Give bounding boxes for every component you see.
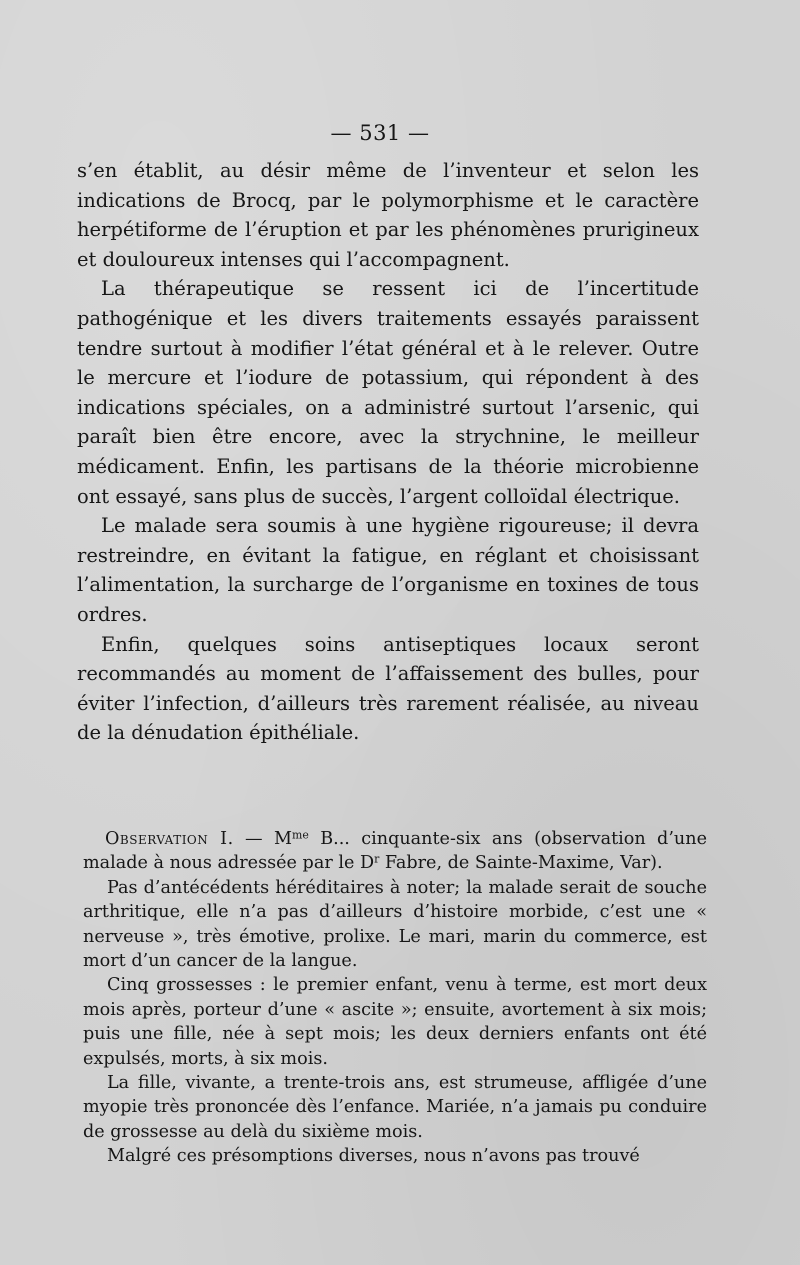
paragraph-continuation: s’en établit, au désir même de l’inventeur et selon les indications de Brocq, par le polymorphisme et le caractère herpétiforme de l’éruption et par les phénomènes prurigineux et douloureux intenses qui l’accompagnent. <box>77 159 699 271</box>
doctor-superscript: r <box>374 852 380 866</box>
observation-heading: Observation I. <box>105 829 234 849</box>
observation-block <box>83 827 707 1169</box>
observation-dash: — <box>233 829 275 849</box>
observation-intro-text: B... cinquante-six ans (observation d’une malade à nous adressée par le D <box>83 829 707 874</box>
observation-paragraph-heredity: Pas d’antécédents héréditaires à noter; la malade serait de souche arthritique, elle n’a pas d’ailleurs d’histoire morbide, c’est une « nerveuse », très émotive, prolixe. Le mari, marin du commerce, est mort d’un cancer de la langue. <box>83 877 707 972</box>
observation-paragraph-daughter: La fille, vivante, a trente-trois ans, est strumeuse, affligée d’une myopie très prononcée dès l’enfance. Mariée, n’a jamais pu conduire de grossesse au delà du sixième mois. <box>83 1073 707 1142</box>
observation-intro <box>83 827 707 876</box>
patient-title: M <box>274 829 293 849</box>
observation-paragraph-pregnancies: Cinq grossesses : le premier enfant, venu à terme, est mort deux mois après, porteur d’une « ascite »; ensuite, avortement à six mois; puis une fille, née à sept mois; les deux derniers enfants ont été expulsés, morts, à six mois. <box>83 975 707 1069</box>
paragraph-antiseptic-care: Enfin, quelques soins antiseptiques locaux seront recommandés au moment de l’affaissement des bulles, pour éviter l’infection, d’ailleurs très rarement réalisée, au niveau de la dénudation épithéliale. <box>77 632 699 745</box>
page-number: — 531 — <box>330 121 430 145</box>
paragraph-hygiene: Le malade sera soumis à une hygiène rigoureuse; il devra restreindre, en évitant la fatigue, en réglant et choisissant l’alimentation, la surcharge de l’organisme en toxines de tous ordres. <box>77 514 699 626</box>
paragraph-therapeutics: La thérapeutique se ressent ici de l’incertitude pathogénique et les divers traitements essayés paraissent tendre surtout à modifier l’état général et à le relever. Outre le mercure et l’iodure de potassium, qui répondent à des indications spéciales, on a administré surtout l’arsenic, qui paraît bien être encore, avec la strychnine, le meilleur médicament. Enfin, les partisans de la théorie microbienne ont essayé, sans plus de succès, l’argent colloïdal électrique. <box>77 277 699 508</box>
main-text-block <box>77 156 699 748</box>
observation-intro-text-end: Fabre, de Sainte-Maxime, Var). <box>379 853 663 874</box>
patient-title-superscript: me <box>292 828 309 842</box>
observation-paragraph-presumptions: Malgré ces présomptions diverses, nous n’avons pas trouvé <box>107 1146 640 1167</box>
